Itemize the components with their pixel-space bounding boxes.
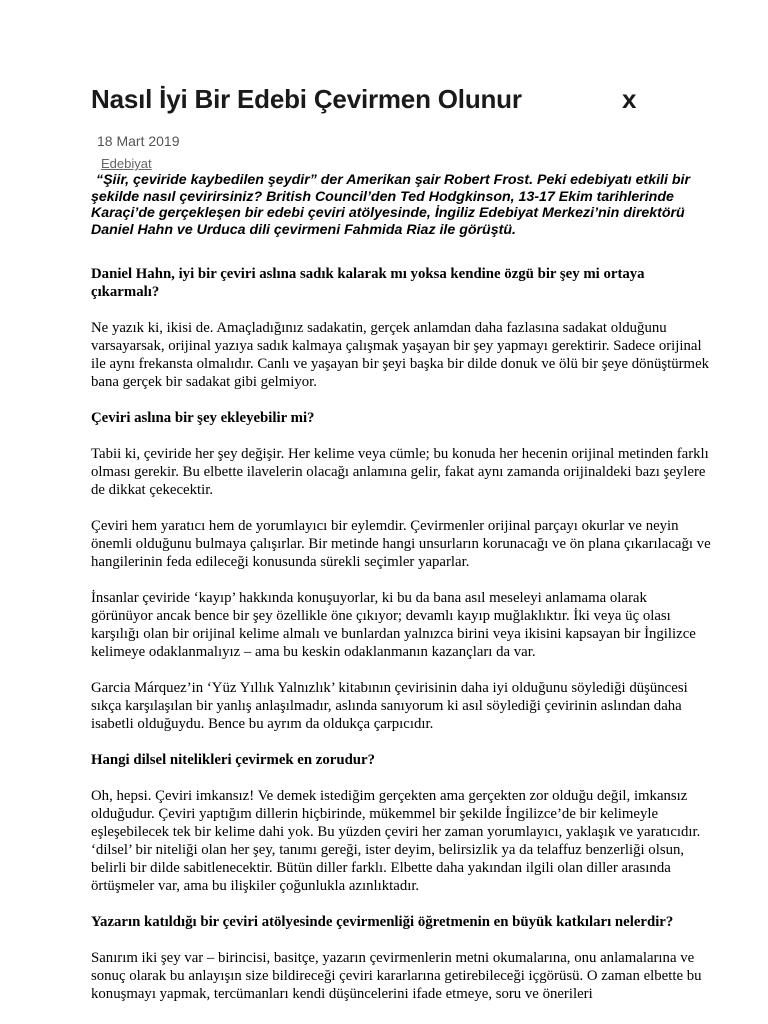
category-link[interactable]: Edebiyat: [101, 156, 152, 171]
interview-question: Çeviri aslına bir şey ekleyebilir mi?: [91, 410, 315, 426]
article-body: [91, 265, 711, 1021]
interview-answer: Tabii ki, çeviride her şey değişir. Her kelime veya cümle; bu konuda her hecenin orijinal metinden farklı olması gerekir. Bu elbette ilavelerin olacağı anlamına gelir, fakat aynı zamanda orijinaldeki bazı şeylere de dikkat çekecektir.: [91, 446, 709, 498]
interview-question: Yazarın katıldığı bir çeviri atölyesinde çevirmenliği öğretmenin en büyük katkıları nelerdir?: [91, 914, 674, 930]
page-title: Nasıl İyi Bir Edebi Çevirmen Olunur: [91, 84, 522, 114]
interview-question: Daniel Hahn, iyi bir çeviri aslına sadık kalarak mı yoksa kendine özgü bir şey mi ortaya çıkarmalı?: [91, 266, 645, 300]
interview-answer: Ne yazık ki, ikisi de. Amaçladığınız sadakatin, gerçek anlamdan daha fazlasına sadakat olduğunu varsayarsak, orijinal yazıya sadık kalmaya çalışmak yaşayan bir şey yapmayı gerektirir. Sadece orijinal ile aynı frekansta olmalıdır. Canlı ve yaşayan bir şeyi başka bir dilde donuk ve ölü bir şeye dönüştürmek bana gerçek bir sadakat gibi gelmiyor.: [91, 320, 710, 390]
interview-answer: Garcia Márquez’in ‘Yüz Yıllık Yalnızlık’ kitabının çevirisinin daha iyi olduğunu söylediği düşüncesi sıkça karşılaşılan bir yanlış anlaşılmadır, aslında sanıyorum ki asıl söylediği çevirinin aslından daha isabetli olduğuydu. Bence bu ayrım da oldukça çarpıcıdır.: [91, 680, 688, 732]
publish-date: 18 Mart 2019: [97, 133, 180, 149]
interview-answer: Çeviri hem yaratıcı hem de yorumlayıcı bir eylemdir. Çevirmenler orijinal parçayı okurlar ve neyin önemli olduğunu bulmaya çalışırlar. Bir metinde hangi unsurların korunacağı ve ön plana çıkarılacağı ve hangilerinin feda edileceği konusunda sürekli seçimler yaparlar.: [91, 518, 711, 570]
title-row: [91, 84, 651, 120]
interview-answer: İnsanlar çeviride ‘kayıp’ hakkında konuşuyorlar, ki bu da bana asıl meseleyi anlamama olarak görünüyor ancak bence bir şey özellikle öne çıkıyor; devamlı kayıp muğlaklıktır. İki veya üç olası karşılığı olan bir orijinal kelime almalı ve bunlardan yalnızca birini veya ikisini kapsayan bir İngilizce kelimeye odaklanmalıyız – ama bu keskin odaklanmanın kazançları da var.: [91, 590, 696, 660]
interview-question: Hangi dilsel nitelikleri çevirmek en zorudur?: [91, 752, 375, 768]
interview-answer: Oh, hepsi. Çeviri imkansız! Ve demek istediğim gerçekten ama gerçekten zor olduğu değil, imkansız olduğudur. Çeviri yaptığım dillerin hiçbirinde, mükemmel bir şekilde İngilizce’de bir kelimeyle eşleşebilecek tek bir kelime dahi yok. Bu yüzden çeviri her zaman yorumlayıcı, yaklaşık ve yaratıcıdır. ‘dilsel’ bir niteliği olan her şey, tanımı gereği, ister deyim, belirsizlik ya da telaffuz benzerliği olsun, belirli bir dilde sabitlenecektir. Bütün diller farklı. Elbette daha yakından ilgili olan diller arasında örtüşmeler var, ama bu ilişkiler çoğunlukla azınlıktadır.: [91, 788, 701, 894]
close-icon[interactable]: x: [622, 84, 637, 114]
article-lead: “Şiir, çeviride kaybedilen şeydir” der Amerikan şair Robert Frost. Peki edebiyatı etkili bir şekilde nasıl çevirirsiniz? British Council’den Ted Hodgkinson, 13-17 Ekim tarihlerinde Karaçi’de gerçekleşen bir edebi çeviri atölyesinde, İngiliz Edebiyat Merkezi’nin direktörü Daniel Hahn ve Urduca dili çevirmeni Fahmida Riaz ile görüştü.: [91, 172, 691, 238]
interview-answer: Sanırım iki şey var – birincisi, basitçe, yazarın çevirmenlerin metni okumalarına, onu anlamalarına ve sonuç olarak bu anlayışın size bildireceği çeviri kararlarına getirebileceği içgörüsü. O zaman elbette bu konuşmayı yapmak, tercümanları kendi düşüncelerini ifade etmeye, soru ve önerileri: [91, 950, 702, 1002]
